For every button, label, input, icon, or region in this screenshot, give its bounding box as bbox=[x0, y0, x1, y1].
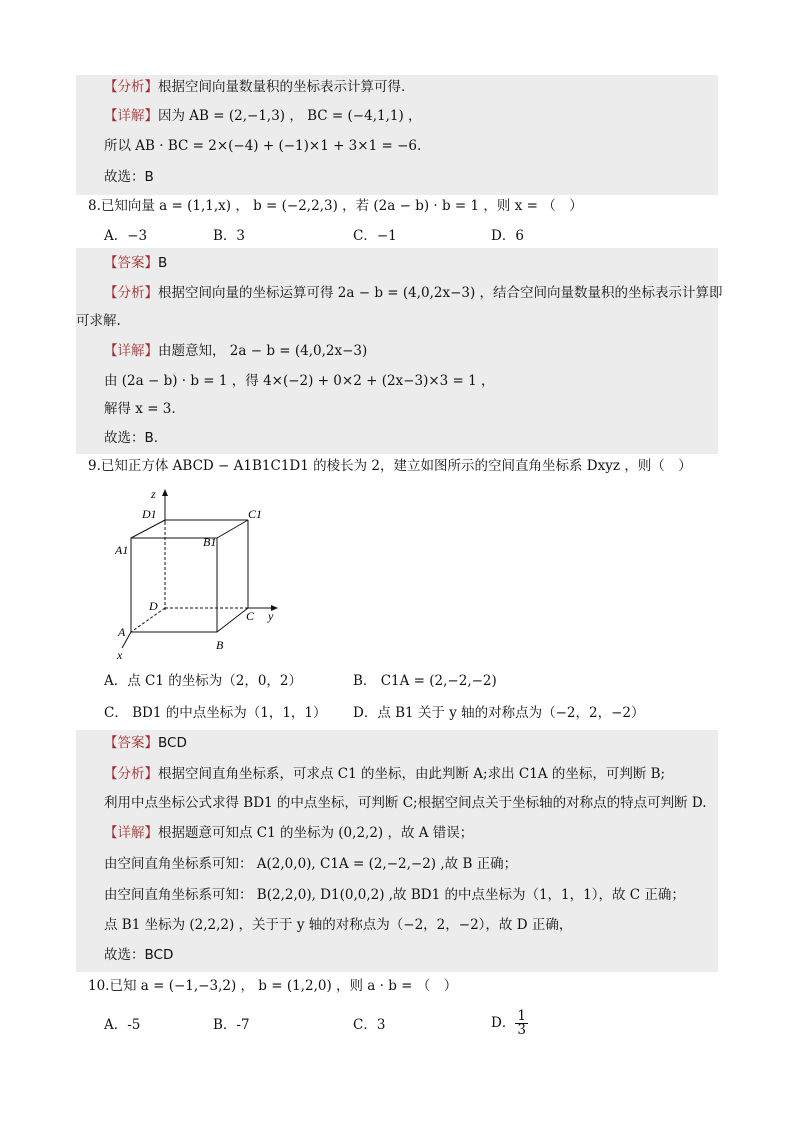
q9-analysis-2: 利用中点坐标公式求得 BD1 的中点坐标，可判断 C;根据空间点关于坐标轴的对称点的特点可判断 D. bbox=[104, 795, 707, 811]
q8-detail-3: 解得 x = 3. bbox=[104, 401, 176, 417]
label-y: y bbox=[268, 609, 274, 623]
q8-answer: 【答案】B bbox=[104, 255, 168, 271]
q9-option-b: B． C1A = (2,−2,−2) bbox=[353, 673, 497, 689]
q7-detail-1: 【详解】因为 AB = (2,−1,3) ， BC = (−4,1,1) ， bbox=[104, 108, 422, 124]
q9-detail-1: 【详解】根据题意可知点 C1 的坐标为 (0,2,2) ，故 A 错误； bbox=[104, 825, 474, 841]
q8-option-c: C．−1 bbox=[353, 228, 397, 244]
label-d: D bbox=[149, 599, 158, 613]
q9-detail-2: 由空间直角坐标系可知： A(2,0,0), C1A = (2,−2,−2) ,故 B 正确； bbox=[104, 856, 518, 872]
analysis-tag: 【分析】 bbox=[104, 79, 158, 95]
z-arrow bbox=[162, 489, 168, 496]
q8-option-b: B．3 bbox=[213, 228, 246, 244]
q10-option-b: B．-7 bbox=[213, 1017, 250, 1033]
q9-option-a: A．点 C1 的坐标为（2，0，2） bbox=[104, 673, 303, 689]
q9-detail-3: 由空间直角坐标系可知： B(2,2,0), D1(0,0,2) ,故 BD1 的中点坐标为（1，1，1），故 C 正确； bbox=[104, 887, 685, 903]
q8-option-d: D．6 bbox=[491, 228, 524, 244]
q8-analysis-1: 【分析】根据空间向量的坐标运算可得 2a − b = (4,0,2x−3) ，结合空间向量数量积的坐标表示计算即 bbox=[104, 285, 723, 301]
cube-front-face bbox=[131, 538, 217, 632]
label-c1: C1 bbox=[248, 507, 263, 521]
label-d1: D1 bbox=[142, 507, 157, 521]
q9-option-c: C． BD1 的中点坐标为（1，1，1） bbox=[104, 705, 327, 721]
q10-option-a: A．-5 bbox=[104, 1017, 141, 1033]
q8-detail-1: 【详解】由题意知， 2a − b = (4,0,2x−3) bbox=[104, 343, 368, 359]
q9-choice: 故选：BCD bbox=[104, 947, 174, 963]
label-b1: B1 bbox=[203, 535, 217, 549]
q7-choice: 故选：B bbox=[104, 169, 154, 185]
q8-option-a: A．−3 bbox=[104, 228, 148, 244]
q9-answer: 【答案】BCD bbox=[104, 735, 187, 751]
q10-stem: 10.已知 a = (−1,−3,2) ， b = (1,2,0) ，则 a · b = （ ） bbox=[88, 978, 458, 994]
q9-analysis-1: 【分析】根据空间直角坐标系，可求点 C1 的坐标，由此判断 A;求出 C1A 的坐标，可判断 B; bbox=[104, 766, 666, 782]
q8-analysis-2: 可求解. bbox=[76, 313, 121, 329]
cube-coordinate-figure bbox=[108, 482, 288, 662]
label-z: z bbox=[151, 487, 156, 501]
q8-detail-2: 由 (2a − b) · b = 1 ，得 4×(−2) + 0×2 + (2x−3)×3 = 1 ， bbox=[104, 373, 495, 389]
q7-detail-2: 所以 AB · BC = 2×(−4) + (−1)×1 + 3×1 = −6. bbox=[104, 138, 422, 154]
q9-option-d: D．点 B1 关于 y 轴的对称点为（−2，2，−2） bbox=[353, 705, 645, 721]
label-c: C bbox=[246, 609, 255, 623]
label-x: x bbox=[117, 648, 123, 662]
label-a1: A1 bbox=[115, 543, 129, 557]
label-a: A bbox=[118, 625, 126, 639]
q9-detail-4: 点 B1 坐标为 (2,2,2) ，关于于 y 轴的对称点为（−2，2，−2），故 D 正确， bbox=[104, 917, 573, 933]
detail-tag: 【详解】 bbox=[104, 108, 158, 124]
q10-option-c: C．3 bbox=[353, 1017, 386, 1033]
fraction: $\frac{1}{3}$ bbox=[517, 1008, 526, 1038]
q8-stem: 8.已知向量 a = (1,1,x) ， b = (−2,2,3) ，若 (2a − b) · b = 1 ，则 x = （ ） bbox=[88, 198, 583, 214]
label-b: B bbox=[216, 638, 224, 652]
q10-option-d: D． $\frac{1}{3}$ bbox=[491, 1008, 526, 1038]
q9-stem: 9.已知正方体 ABCD − A1B1C1D1 的棱长为 2，建立如图所示的空间直角坐标系 Dxyz ，则（ ） bbox=[88, 458, 692, 474]
q7-analysis: 【分析】根据空间向量数量积的坐标表示计算可得. bbox=[104, 79, 406, 95]
x-axis bbox=[131, 608, 165, 632]
q8-choice: 故选：B. bbox=[104, 430, 159, 446]
